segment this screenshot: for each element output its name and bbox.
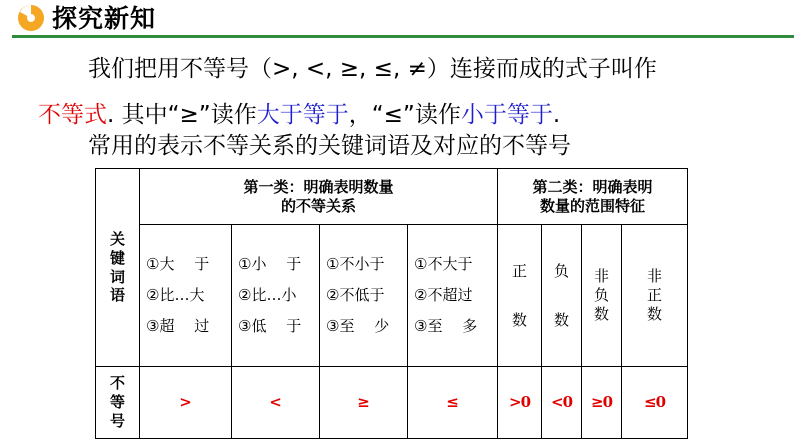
- header-divider: [12, 35, 794, 38]
- intro-line-1: 我们把用不等号（>, <, ≥, ≤, ≠）连接而成的式子叫作: [88, 56, 657, 82]
- keywords-le: ①不大于 ②不超过 ③至 多: [408, 225, 498, 367]
- intro-line-2: [38, 100, 560, 130]
- symbol-nonnegative: ≥0: [582, 367, 622, 439]
- read-le: 小于等于: [460, 102, 553, 128]
- keyword-nonpositive: 非 正 数: [622, 225, 688, 367]
- keyword-table: [95, 168, 688, 439]
- pie-logo-icon: [17, 4, 45, 32]
- intro-middle-1: . 其中“≥”读作: [107, 102, 257, 128]
- row-label-symbols: 不 等 号: [96, 367, 140, 439]
- keyword-negative: 负 数: [542, 225, 582, 367]
- group2-header: 第二类：明确表明 数量的范围特征: [498, 169, 688, 225]
- symbol-positive: >0: [498, 367, 542, 439]
- term-inequality: 不等式: [38, 102, 107, 128]
- symbol-nonpositive: ≤0: [622, 367, 688, 439]
- symbol-negative: <0: [542, 367, 582, 439]
- keywords-less: ①小 于 ②比…小 ③低 于: [232, 225, 320, 367]
- section-title: 探究新知: [52, 4, 157, 33]
- symbol-le: ≤: [408, 367, 498, 439]
- group1-header: 第一类：明确表明数量 的不等关系: [140, 169, 498, 225]
- keywords-greater: ①大 于 ②比…大 ③超 过: [140, 225, 232, 367]
- keyword-nonnegative: 非 负 数: [582, 225, 622, 367]
- keyword-positive: 正 数: [498, 225, 542, 367]
- symbol-greater: >: [140, 367, 232, 439]
- read-ge: 大于等于: [256, 102, 349, 128]
- symbol-less: <: [232, 367, 320, 439]
- intro-end: .: [552, 102, 561, 128]
- section-header: [0, 0, 794, 40]
- keywords-ge: ①不小于 ②不低于 ③至 少: [320, 225, 408, 367]
- symbol-ge: ≥: [320, 367, 408, 439]
- intro-line-3: 常用的表示不等关系的关键词语及对应的不等号: [88, 133, 571, 159]
- row-label-keywords: 关 键 词 语: [96, 169, 140, 367]
- intro-middle-2: ，“≤”读作: [348, 102, 461, 128]
